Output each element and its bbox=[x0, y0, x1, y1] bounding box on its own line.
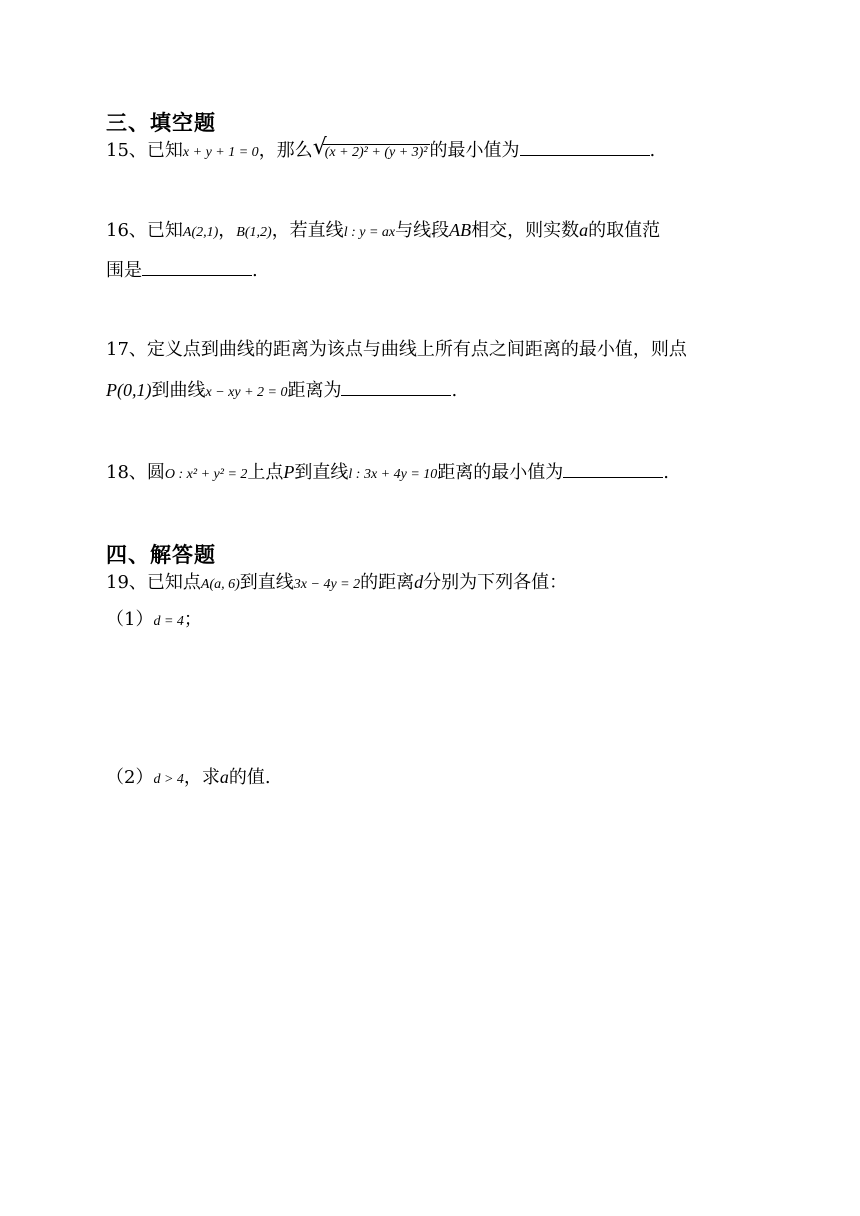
q19-distance-var: d bbox=[414, 572, 424, 592]
q16-answer-blank[interactable] bbox=[142, 257, 252, 276]
q16-number: 16、已知 bbox=[106, 220, 183, 241]
q19-part2-label: （2） bbox=[106, 767, 154, 788]
question-17: 17、定义点到曲线的距离为该点与曲线上所有点之间距离的最小值，则点 bbox=[106, 339, 687, 360]
q18-point: P bbox=[283, 462, 295, 482]
q18-line: l : 3x + 4y = 10 bbox=[348, 467, 438, 482]
q19-part2-condition: d > 4 bbox=[153, 772, 184, 787]
q16-text-2: 与线段 bbox=[395, 220, 450, 241]
q15-text-tail: 的最小值为 bbox=[429, 140, 520, 161]
q18-text-2: 到直线 bbox=[294, 462, 349, 483]
q19-part1-condition: d = 4 bbox=[153, 614, 184, 629]
q16-period: . bbox=[252, 260, 258, 281]
q19-line: 3x − 4y = 2 bbox=[293, 577, 361, 592]
q16-comma: ， bbox=[218, 220, 237, 241]
question-19 bbox=[106, 569, 567, 598]
question-18 bbox=[106, 459, 669, 488]
section-3-title: 三、填空题 bbox=[106, 111, 216, 135]
question-19-part-2 bbox=[106, 764, 271, 793]
question-19-part-1 bbox=[106, 607, 202, 635]
q18-period: . bbox=[663, 462, 670, 483]
q16-text-line2: 围是 bbox=[106, 260, 142, 281]
q19-part2-variable: a bbox=[219, 767, 229, 787]
q15-text: ，那么 bbox=[258, 140, 313, 161]
q15-sqrt-expression: √ (x + 2)² + (y + 3)² bbox=[312, 135, 428, 160]
q19-text-2: 的距离 bbox=[360, 572, 415, 593]
q17-text-tail: 距离为 bbox=[287, 380, 342, 401]
q18-answer-blank[interactable] bbox=[563, 459, 663, 478]
q19-text: 到直线 bbox=[239, 572, 294, 593]
q18-text: 上点 bbox=[247, 462, 284, 483]
q16-line: l : y = ax bbox=[343, 225, 396, 240]
q15-answer-blank[interactable] bbox=[520, 137, 650, 156]
question-16-line-2 bbox=[106, 257, 258, 284]
q19-part1-label: （1） bbox=[106, 609, 154, 630]
question-15 bbox=[106, 137, 655, 166]
q19-part2-text: ，求 bbox=[183, 767, 220, 788]
q15-period: . bbox=[649, 140, 656, 161]
q18-circle: O : x² + y² = 2 bbox=[164, 467, 248, 482]
q19-part2-text-tail: 的值. bbox=[228, 767, 271, 788]
q16-text-tail: 的取值范 bbox=[588, 220, 661, 241]
question-17-line-2 bbox=[106, 377, 457, 406]
q16-point-a: A(2,1) bbox=[182, 225, 219, 240]
q19-number: 19、已知点 bbox=[106, 572, 201, 593]
q17-curve: x − xy + 2 = 0 bbox=[205, 385, 288, 400]
q15-equation: x + y + 1 = 0 bbox=[182, 145, 259, 160]
q17-period: . bbox=[451, 380, 458, 401]
q17-text: 到曲线 bbox=[151, 380, 206, 401]
q15-number: 15、已知 bbox=[106, 140, 183, 161]
q18-text-tail: 距离的最小值为 bbox=[437, 462, 564, 483]
section-4-title: 四、解答题 bbox=[106, 543, 216, 567]
q17-point: P(0,1) bbox=[106, 380, 152, 400]
q15-radicand: (x + 2)² + (y + 3)² bbox=[324, 145, 428, 160]
q16-point-b: B(1,2) bbox=[236, 225, 272, 240]
q16-segment: AB bbox=[449, 220, 472, 240]
q16-variable: a bbox=[579, 220, 589, 240]
q16-text: ，若直线 bbox=[271, 220, 344, 241]
q17-answer-blank[interactable] bbox=[341, 377, 451, 396]
q16-text-3: 相交，则实数 bbox=[471, 220, 580, 241]
q19-text-tail: 分别为下列各值： bbox=[423, 572, 568, 593]
question-16 bbox=[106, 217, 660, 246]
q19-point: A(a, 6) bbox=[200, 577, 240, 592]
q19-part1-semicolon: ； bbox=[183, 609, 202, 630]
q18-number: 18、圆 bbox=[106, 462, 165, 483]
